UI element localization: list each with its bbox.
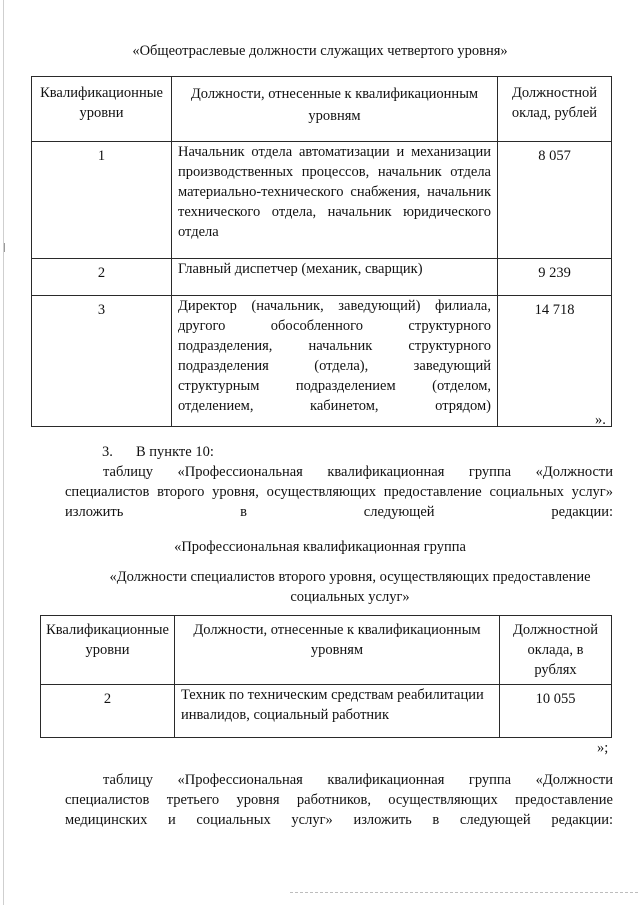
table1-positions-cell: Главный диспетчер (механик, сварщик) bbox=[172, 259, 498, 296]
table1-salary-cell: 9 239 bbox=[498, 259, 612, 296]
table-row bbox=[41, 685, 612, 738]
table2-title-2: «Должности специалистов второго уровня, осуществляющих предоставление социальных услуг» bbox=[109, 569, 591, 605]
table-row bbox=[32, 296, 612, 427]
table-row bbox=[32, 259, 612, 296]
table2-salary-cell: 10 055 bbox=[500, 685, 612, 738]
table1-salary-cell: 14 718 bbox=[498, 296, 612, 427]
table2-positions-cell: Техник по техническим средствам реабилитации инвалидов, социальный работник bbox=[175, 685, 500, 738]
table1-header-level: Квалификационные уровни bbox=[32, 77, 172, 142]
item3-paragraph: таблицу «Профессиональная квалификационная группа «Должности специалистов второго уровня, осуществляющих предоставление социальных услуг» изложить в следующей редакции: bbox=[65, 464, 613, 520]
table1-header-positions bbox=[172, 77, 498, 142]
table1-level-cell: 2 bbox=[32, 259, 172, 296]
item-heading: В пункте 10: bbox=[136, 444, 214, 460]
table1-closing-quote: ». bbox=[595, 412, 606, 428]
table1 bbox=[31, 76, 612, 427]
scan-edge bbox=[3, 0, 4, 905]
table2-header-row bbox=[41, 616, 612, 685]
table2-level-cell: 2 bbox=[41, 685, 175, 738]
table2-closing-quote: »; bbox=[597, 740, 609, 756]
table1-positions-cell: Директор (начальник, заведующий) филиала, другого обособленного структурного подразделения, начальник структурного подразделения (отдела), заведующий структурным подразделением (отделом, отделением, кабинетом, отрядом) bbox=[172, 296, 498, 427]
table1-level-cell: 1 bbox=[32, 142, 172, 259]
table2-header-positions: Должности, отнесенные к квалификационным уровням bbox=[175, 616, 500, 685]
table2-header-level: Квалификационные уровни bbox=[41, 616, 175, 685]
table1-header-row bbox=[32, 77, 612, 142]
table1-salary-cell: 8 057 bbox=[498, 142, 612, 259]
table1-positions-cell: Начальник отдела автоматизации и механизации производственных процессов, начальник отдела материально-технического снабжения, начальник технического отдела, начальник юридического отдела bbox=[172, 142, 498, 259]
table2-title-1: «Профессиональная квалификационная группа bbox=[174, 539, 466, 555]
table1-header-salary: Должностной оклад, рублей bbox=[498, 77, 612, 142]
table2-header-salary: Должностной оклада, в рублях bbox=[500, 616, 612, 685]
scan-bottom-line bbox=[290, 892, 640, 893]
table1-level-cell: 3 bbox=[32, 296, 172, 427]
table-row bbox=[32, 142, 612, 259]
table1-title: «Общеотраслевые должности служащих четвертого уровня» bbox=[132, 43, 508, 59]
scan-mark bbox=[4, 243, 5, 252]
table1-header-positions-text: Должности, отнесенные к квалификационным уровням bbox=[190, 86, 479, 124]
item-number: 3. bbox=[102, 444, 113, 460]
table2 bbox=[40, 615, 612, 738]
final-paragraph: таблицу «Профессиональная квалификационная группа «Должности специалистов третьего уровня работников, осуществляющих предоставление медицинских и социальных услуг» изложить в следующей редакции: bbox=[65, 772, 613, 828]
